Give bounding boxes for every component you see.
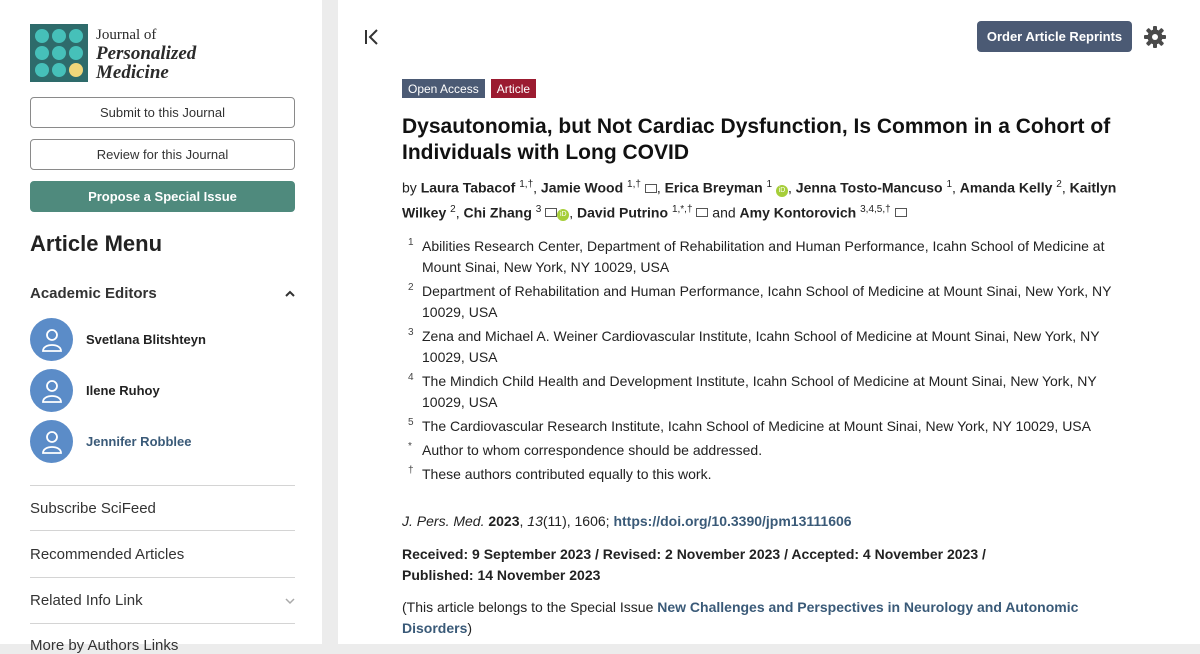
editor-item[interactable] [30, 318, 206, 361]
affiliation-text: These authors contributed equally to this work. [422, 466, 712, 482]
by-label: by [402, 179, 417, 196]
affiliation-item [402, 416, 1122, 437]
affiliation-item [402, 371, 1122, 413]
author-affil: 1,*,† [671, 203, 693, 215]
affiliation-item [402, 464, 1122, 485]
editor-item[interactable] [30, 369, 160, 412]
email-icon[interactable] [696, 208, 708, 217]
journal-abbreviation: J. Pers. Med. [402, 513, 485, 529]
author-affil: 1 [766, 179, 773, 190]
special-issue-link[interactable]: New Challenges and Perspectives in Neurology and Autonomic Disorders [402, 599, 1079, 636]
author-affil: 1 [946, 179, 952, 190]
email-icon[interactable] [645, 184, 657, 193]
author-name[interactable]: Amanda Kelly [959, 179, 1053, 196]
affiliation-marker: 5 [408, 417, 414, 428]
editor-name: Svetlana Blitshteyn [86, 332, 206, 347]
divider [30, 577, 295, 578]
publication-dates: Received: 9 September 2023 / Revised: 2 November 2023 / Accepted: 4 November 2023 / Published: 14 November 2023 [402, 546, 986, 583]
orcid-icon[interactable]: iD [557, 209, 569, 221]
logo-text [96, 24, 196, 82]
author-affil: 2 [450, 203, 456, 215]
article-type-badge: Article [491, 79, 536, 98]
article-panel [338, 0, 1200, 644]
more-by-authors-link[interactable]: More by Authors Links [30, 637, 179, 654]
article-title: Dysautonomia, but Not Cardiac Dysfunction, Is Common in a Cohort of Individuals with Long COVID [402, 115, 1111, 164]
affiliation-item [402, 281, 1122, 323]
editor-item[interactable] [30, 420, 191, 463]
affiliation-marker: 3 [408, 327, 414, 338]
gear-icon[interactable] [1143, 25, 1167, 49]
author-name[interactable]: Erica Breyman [664, 179, 763, 196]
propose-special-issue-button[interactable]: Propose a Special Issue [30, 181, 295, 212]
review-journal-button[interactable]: Review for this Journal [30, 139, 295, 170]
affiliation-item [402, 440, 1122, 461]
doi-link[interactable]: https://doi.org/10.3390/jpm13111606 [613, 513, 852, 529]
divider [30, 485, 295, 486]
author-list: by Laura Tabacof $^{1,\dagger}$, Jamie Wood $^{1,\dagger}$ , Erica Breyman $^1$ iD , Jenna Tosto-Mancuso $^1$, Amanda Kelly $^2$, Kaitlyn Wilkey $^2$, Chi Zhang $^3$ iD , David Putrino $^{1,*,\dagger}$ and Amy Kontorovich $^{3,4,5,\dagger}$ [402, 179, 1117, 221]
author-name[interactable]: Chi Zhang [463, 204, 532, 221]
affiliation-text: Author to whom correspondence should be addressed. [422, 442, 763, 458]
chevron-up-icon [285, 289, 295, 299]
email-icon[interactable] [545, 208, 557, 217]
affiliation-item [402, 326, 1122, 368]
author-affil: 1,† [519, 179, 534, 190]
logo-line-2: Personalized [96, 43, 197, 64]
editor-name: Jennifer Robblee [86, 434, 192, 449]
affiliation-marker: † [408, 465, 414, 476]
editor-name: Ilene Ruhoy [86, 383, 160, 398]
citation-year: 2023 [488, 513, 520, 529]
affiliation-text: The Cardiovascular Research Institute, Icahn School of Medicine at Mount Sinai, New York, NY 10029, USA [422, 418, 1091, 434]
order-reprints-button[interactable]: Order Article Reprints [977, 21, 1132, 52]
divider [30, 623, 295, 624]
author-name[interactable]: Amy Kontorovich [739, 204, 857, 221]
divider [30, 530, 295, 531]
affiliation-item [402, 236, 1122, 278]
author-name[interactable]: Jenna Tosto-Mancuso [795, 179, 943, 196]
logo-mark-icon [30, 24, 88, 82]
subscribe-scifeed-link[interactable]: Subscribe SciFeed [30, 500, 156, 517]
affiliation-marker: 4 [408, 372, 414, 383]
user-avatar-icon [30, 318, 73, 361]
affiliation-marker: 2 [408, 282, 414, 293]
journal-logo[interactable] [30, 24, 230, 82]
affiliation-text: Zena and Michael A. Weiner Cardiovascular Institute, Icahn School of Medicine at Mount Sinai, New York, NY 10029, USA [422, 328, 1100, 365]
user-avatar-icon [30, 420, 73, 463]
special-issue-suffix: ) [467, 620, 473, 636]
and-word: and [712, 204, 736, 221]
submit-journal-button[interactable]: Submit to this Journal [30, 97, 295, 128]
academic-editors-heading: Academic Editors [30, 285, 157, 302]
affiliation-marker: * [408, 441, 412, 452]
special-issue-prefix: (This article belongs to the Special Issue [402, 599, 654, 615]
citation-issue: (11), 1606; [542, 513, 610, 529]
author-affil: 3 [535, 203, 542, 215]
user-avatar-icon [30, 369, 73, 412]
article-badges [402, 79, 536, 98]
author-name[interactable]: David Putrino [577, 204, 669, 221]
affiliation-text: Department of Rehabilitation and Human Performance, Icahn School of Medicine at Mount Sinai, New York, NY 10029, USA [422, 283, 1112, 320]
logo-line-1: Journal of [96, 27, 157, 43]
author-name[interactable]: Jamie Wood [540, 179, 624, 196]
academic-editors-toggle[interactable] [30, 285, 295, 302]
author-affil: 2 [1056, 179, 1062, 190]
author-affil: 1,† [627, 179, 641, 190]
sidebar [0, 0, 322, 654]
citation-volume: 13 [527, 513, 543, 529]
related-info-link[interactable] [30, 592, 295, 609]
author-name[interactable]: Laura Tabacof [420, 179, 516, 196]
affiliation-text: Abilities Research Center, Department of Rehabilitation and Human Performance, Icahn School of Medicine at Mount Sinai, New York, NY 10029, USA [422, 238, 1105, 275]
special-issue-note [402, 597, 1122, 639]
author-affil: 3,4,5,† [860, 203, 891, 215]
logo-line-3: Medicine [96, 62, 169, 83]
affiliation-marker: 1 [408, 237, 414, 248]
author-name[interactable]: Kaitlyn Wilkey [402, 179, 1117, 221]
citation: J. Pers. Med. 2023, 13(11), 1606; https://doi.org/10.3390/jpm13111606 [402, 513, 852, 529]
affiliations [402, 236, 1122, 488]
collapse-sidebar-icon[interactable] [362, 27, 382, 47]
affiliation-text: The Mindich Child Health and Development Institute, Icahn School of Medicine at Mount Sinai, New York, NY 10029, USA [422, 373, 1097, 410]
recommended-articles-link[interactable]: Recommended Articles [30, 546, 185, 563]
open-access-badge: Open Access [402, 79, 485, 98]
orcid-icon[interactable]: iD [776, 185, 788, 197]
related-info-label: Related Info Link [30, 592, 143, 609]
email-icon[interactable] [895, 208, 907, 217]
chevron-down-icon [285, 596, 295, 606]
article-menu-title: Article Menu [30, 231, 163, 256]
